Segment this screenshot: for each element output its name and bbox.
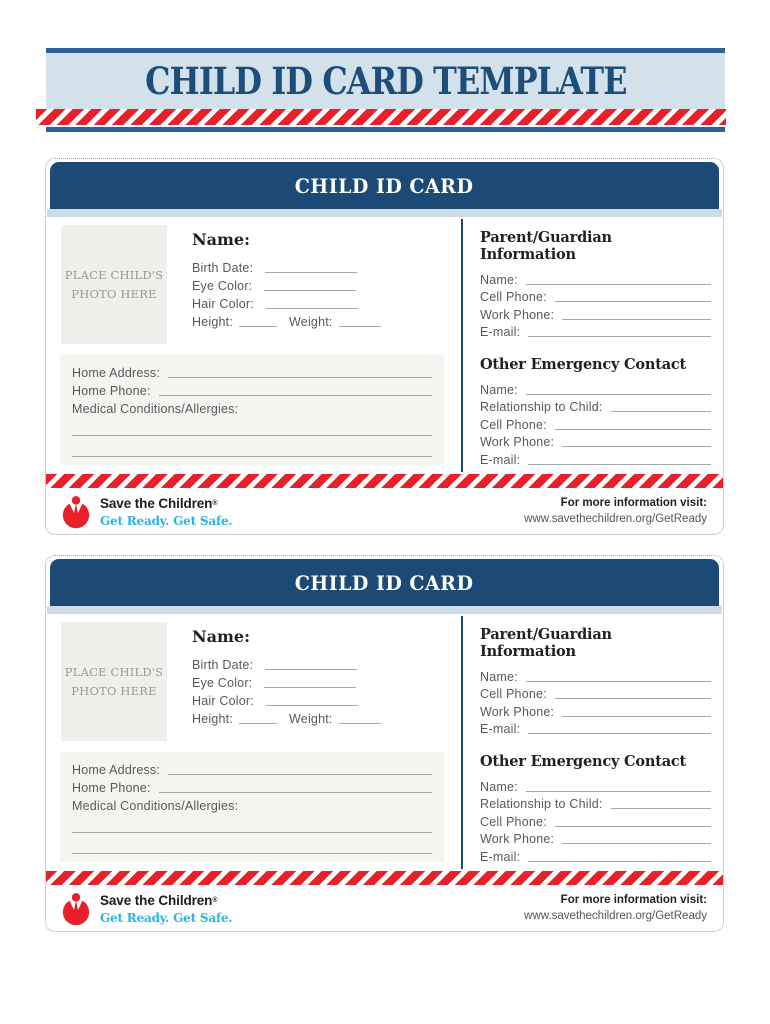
emergency-email-label: E-mail: bbox=[480, 452, 521, 467]
info-label: For more information visit: bbox=[560, 894, 707, 907]
banner-background bbox=[46, 53, 725, 109]
emergency-email-input-line[interactable] bbox=[528, 464, 711, 465]
parent-work-phone-label: Work Phone: bbox=[480, 307, 555, 322]
birth-date-label: Birth Date: bbox=[192, 658, 254, 672]
contacts-column bbox=[480, 229, 711, 468]
eye-color-label: Eye Color: bbox=[192, 279, 253, 293]
parent-cell-phone-field bbox=[480, 685, 711, 703]
child-info-column bbox=[192, 230, 450, 330]
emergency-work-phone-field bbox=[480, 433, 711, 451]
card-stripe-band bbox=[46, 474, 723, 488]
home-address-label: Home Address: bbox=[72, 366, 161, 380]
height-label: Height: bbox=[192, 315, 234, 329]
card-header-title: CHILD ID CARD bbox=[295, 173, 474, 198]
home-phone-field bbox=[72, 381, 432, 399]
org-name-text: Save the Children bbox=[100, 893, 213, 909]
medical-conditions-label: Medical Conditions/Allergies: bbox=[72, 402, 239, 416]
footer-brand-text bbox=[100, 496, 232, 527]
birth-date-input-line[interactable] bbox=[265, 669, 357, 670]
name-heading: Name: bbox=[192, 230, 251, 249]
home-address-field bbox=[72, 760, 432, 778]
footer-brand bbox=[59, 494, 232, 530]
card-header bbox=[50, 559, 719, 606]
parent-section-title: Parent/Guardian Information bbox=[480, 229, 612, 263]
emergency-relationship-label: Relationship to Child: bbox=[480, 400, 603, 414]
parent-name-label: Name: bbox=[480, 272, 518, 287]
emergency-cell-phone-field bbox=[480, 812, 711, 830]
hair-color-field bbox=[192, 294, 450, 312]
card-body bbox=[46, 614, 723, 871]
parent-email-label: E-mail: bbox=[480, 325, 521, 339]
registered-trademark-icon: ® bbox=[212, 500, 218, 508]
child-id-card bbox=[45, 158, 724, 535]
weight-label: Weight: bbox=[289, 712, 333, 726]
emergency-cell-phone-field bbox=[480, 415, 711, 433]
parent-name-input-line[interactable] bbox=[526, 284, 711, 285]
eye-color-input-line[interactable] bbox=[264, 290, 356, 291]
height-weight-field bbox=[192, 709, 450, 727]
photo-placeholder[interactable] bbox=[61, 225, 167, 344]
child-info-column bbox=[192, 627, 450, 727]
emergency-cell-phone-input-line[interactable] bbox=[555, 429, 711, 430]
emergency-work-phone-label: Work Phone: bbox=[480, 435, 555, 449]
parent-email-field bbox=[480, 323, 711, 341]
page-banner bbox=[46, 48, 725, 132]
column-divider bbox=[461, 219, 463, 472]
org-tagline: Get Ready. Get Safe. bbox=[100, 910, 233, 925]
red-diagonal-stripes bbox=[36, 109, 726, 125]
parent-email-field bbox=[480, 720, 711, 738]
name-heading: Name: bbox=[192, 627, 251, 646]
parent-section-title: Parent/Guardian Information bbox=[480, 626, 612, 660]
emergency-name-field bbox=[480, 777, 711, 795]
photo-placeholder-line1: PLACE CHILD'S bbox=[64, 268, 164, 283]
contacts-column bbox=[480, 626, 711, 865]
parent-cell-phone-field bbox=[480, 288, 711, 306]
emergency-work-phone-input-line[interactable] bbox=[562, 843, 711, 844]
medical-conditions-field bbox=[72, 399, 432, 417]
birth-date-field bbox=[192, 258, 450, 276]
info-label: For more information visit: bbox=[560, 497, 707, 510]
medical-conditions-field bbox=[72, 796, 432, 814]
footer-brand bbox=[59, 891, 232, 927]
emergency-name-label: Name: bbox=[480, 779, 518, 794]
hair-color-label: Hair Color: bbox=[192, 694, 254, 708]
emergency-cell-phone-label: Cell Phone: bbox=[480, 417, 547, 432]
parent-name-field bbox=[480, 667, 711, 685]
parent-cell-phone-input-line[interactable] bbox=[555, 698, 711, 699]
banner-stripe-band bbox=[36, 109, 726, 127]
card-body bbox=[46, 217, 723, 474]
footer-brand-text bbox=[100, 893, 232, 924]
eye-color-field bbox=[192, 276, 450, 294]
home-phone-field bbox=[72, 778, 432, 796]
weight-input-line[interactable] bbox=[339, 723, 381, 724]
footer-info bbox=[524, 496, 707, 527]
emergency-email-field bbox=[480, 450, 711, 468]
save-the-children-logo-icon bbox=[59, 494, 93, 530]
card-header bbox=[50, 162, 719, 209]
emergency-email-label: E-mail: bbox=[480, 849, 521, 864]
birth-date-input-line[interactable] bbox=[265, 272, 357, 273]
page-title: CHILD ID CARD TEMPLATE bbox=[144, 59, 627, 103]
emergency-name-input-line[interactable] bbox=[526, 791, 711, 792]
height-weight-field bbox=[192, 312, 450, 330]
eye-color-field bbox=[192, 673, 450, 691]
photo-placeholder-line2: PHOTO HERE bbox=[71, 683, 157, 698]
photo-placeholder-line1: PLACE CHILD'S bbox=[64, 665, 164, 680]
hair-color-input-line[interactable] bbox=[266, 705, 358, 706]
home-address-field bbox=[72, 363, 432, 381]
org-name-text: Save the Children bbox=[100, 496, 213, 512]
parent-work-phone-label: Work Phone: bbox=[480, 704, 555, 719]
eye-color-label: Eye Color: bbox=[192, 676, 253, 690]
eye-color-input-line[interactable] bbox=[264, 687, 356, 688]
parent-cell-phone-input-line[interactable] bbox=[555, 301, 711, 302]
parent-work-phone-field bbox=[480, 702, 711, 720]
hair-color-field bbox=[192, 691, 450, 709]
home-phone-label: Home Phone: bbox=[72, 384, 151, 398]
emergency-work-phone-label: Work Phone: bbox=[480, 832, 555, 846]
parent-work-phone-input-line[interactable] bbox=[562, 716, 711, 717]
save-the-children-logo-icon bbox=[59, 891, 93, 927]
org-name bbox=[100, 893, 232, 909]
height-input-line[interactable] bbox=[239, 723, 277, 724]
home-phone-label: Home Phone: bbox=[72, 781, 151, 795]
hair-color-input-line[interactable] bbox=[266, 308, 358, 309]
birth-date-label: Birth Date: bbox=[192, 261, 254, 275]
height-label: Height: bbox=[192, 712, 234, 726]
cards-container bbox=[45, 158, 724, 932]
emergency-relationship-field bbox=[480, 398, 711, 416]
medical-conditions-input-line-1[interactable] bbox=[72, 417, 432, 436]
emergency-name-field bbox=[480, 380, 711, 398]
emergency-relationship-input-line[interactable] bbox=[611, 808, 711, 809]
emergency-relationship-field bbox=[480, 795, 711, 813]
height-input-line[interactable] bbox=[239, 326, 277, 327]
parent-name-label: Name: bbox=[480, 669, 518, 684]
parent-cell-phone-label: Cell Phone: bbox=[480, 687, 547, 701]
parent-email-label: E-mail: bbox=[480, 722, 521, 736]
emergency-cell-phone-label: Cell Phone: bbox=[480, 814, 547, 829]
home-phone-input-line[interactable] bbox=[159, 395, 432, 396]
card-footer bbox=[46, 488, 723, 535]
home-address-input-line[interactable] bbox=[168, 377, 432, 378]
info-url: www.savethechildren.org/GetReady bbox=[524, 513, 707, 525]
parent-email-input-line[interactable] bbox=[528, 336, 711, 337]
birth-date-field bbox=[192, 655, 450, 673]
weight-input-line[interactable] bbox=[339, 326, 381, 327]
emergency-section-title: Other Emergency Contact bbox=[480, 753, 687, 770]
emergency-email-input-line[interactable] bbox=[528, 861, 711, 862]
info-url: www.savethechildren.org/GetReady bbox=[524, 910, 707, 922]
parent-cell-phone-label: Cell Phone: bbox=[480, 290, 547, 304]
emergency-section-title: Other Emergency Contact bbox=[480, 356, 687, 373]
registered-trademark-icon: ® bbox=[212, 897, 218, 905]
hair-color-label: Hair Color: bbox=[192, 297, 254, 311]
emergency-work-phone-field bbox=[480, 830, 711, 848]
card-header-strip bbox=[47, 209, 722, 217]
card-stripe-band bbox=[46, 871, 723, 885]
home-info-box bbox=[60, 752, 444, 862]
banner-bottom-rule bbox=[46, 127, 725, 132]
parent-work-phone-field bbox=[480, 305, 711, 323]
card-header-strip bbox=[47, 606, 722, 614]
column-divider bbox=[461, 616, 463, 869]
weight-label: Weight: bbox=[289, 315, 333, 329]
medical-conditions-input-line-2[interactable] bbox=[72, 833, 432, 854]
medical-conditions-input-line-2[interactable] bbox=[72, 436, 432, 457]
emergency-relationship-label: Relationship to Child: bbox=[480, 797, 603, 811]
home-address-label: Home Address: bbox=[72, 763, 161, 777]
parent-name-input-line[interactable] bbox=[526, 681, 711, 682]
parent-work-phone-input-line[interactable] bbox=[562, 319, 711, 320]
parent-name-field bbox=[480, 270, 711, 288]
photo-placeholder-line2: PHOTO HERE bbox=[71, 286, 157, 301]
parent-email-input-line[interactable] bbox=[528, 733, 711, 734]
org-tagline: Get Ready. Get Safe. bbox=[100, 513, 233, 528]
home-info-box bbox=[60, 355, 444, 465]
medical-conditions-label: Medical Conditions/Allergies: bbox=[72, 799, 239, 813]
photo-placeholder[interactable] bbox=[61, 622, 167, 741]
card-header-title: CHILD ID CARD bbox=[295, 570, 474, 595]
emergency-name-input-line[interactable] bbox=[526, 394, 711, 395]
emergency-email-field bbox=[480, 847, 711, 865]
child-id-card bbox=[45, 555, 724, 932]
footer-info bbox=[524, 893, 707, 924]
home-phone-input-line[interactable] bbox=[159, 792, 432, 793]
emergency-cell-phone-input-line[interactable] bbox=[555, 826, 711, 827]
card-footer bbox=[46, 885, 723, 932]
emergency-name-label: Name: bbox=[480, 382, 518, 397]
org-name bbox=[100, 496, 232, 512]
emergency-relationship-input-line[interactable] bbox=[611, 411, 711, 412]
medical-conditions-input-line-1[interactable] bbox=[72, 814, 432, 833]
emergency-work-phone-input-line[interactable] bbox=[562, 446, 711, 447]
home-address-input-line[interactable] bbox=[168, 774, 432, 775]
